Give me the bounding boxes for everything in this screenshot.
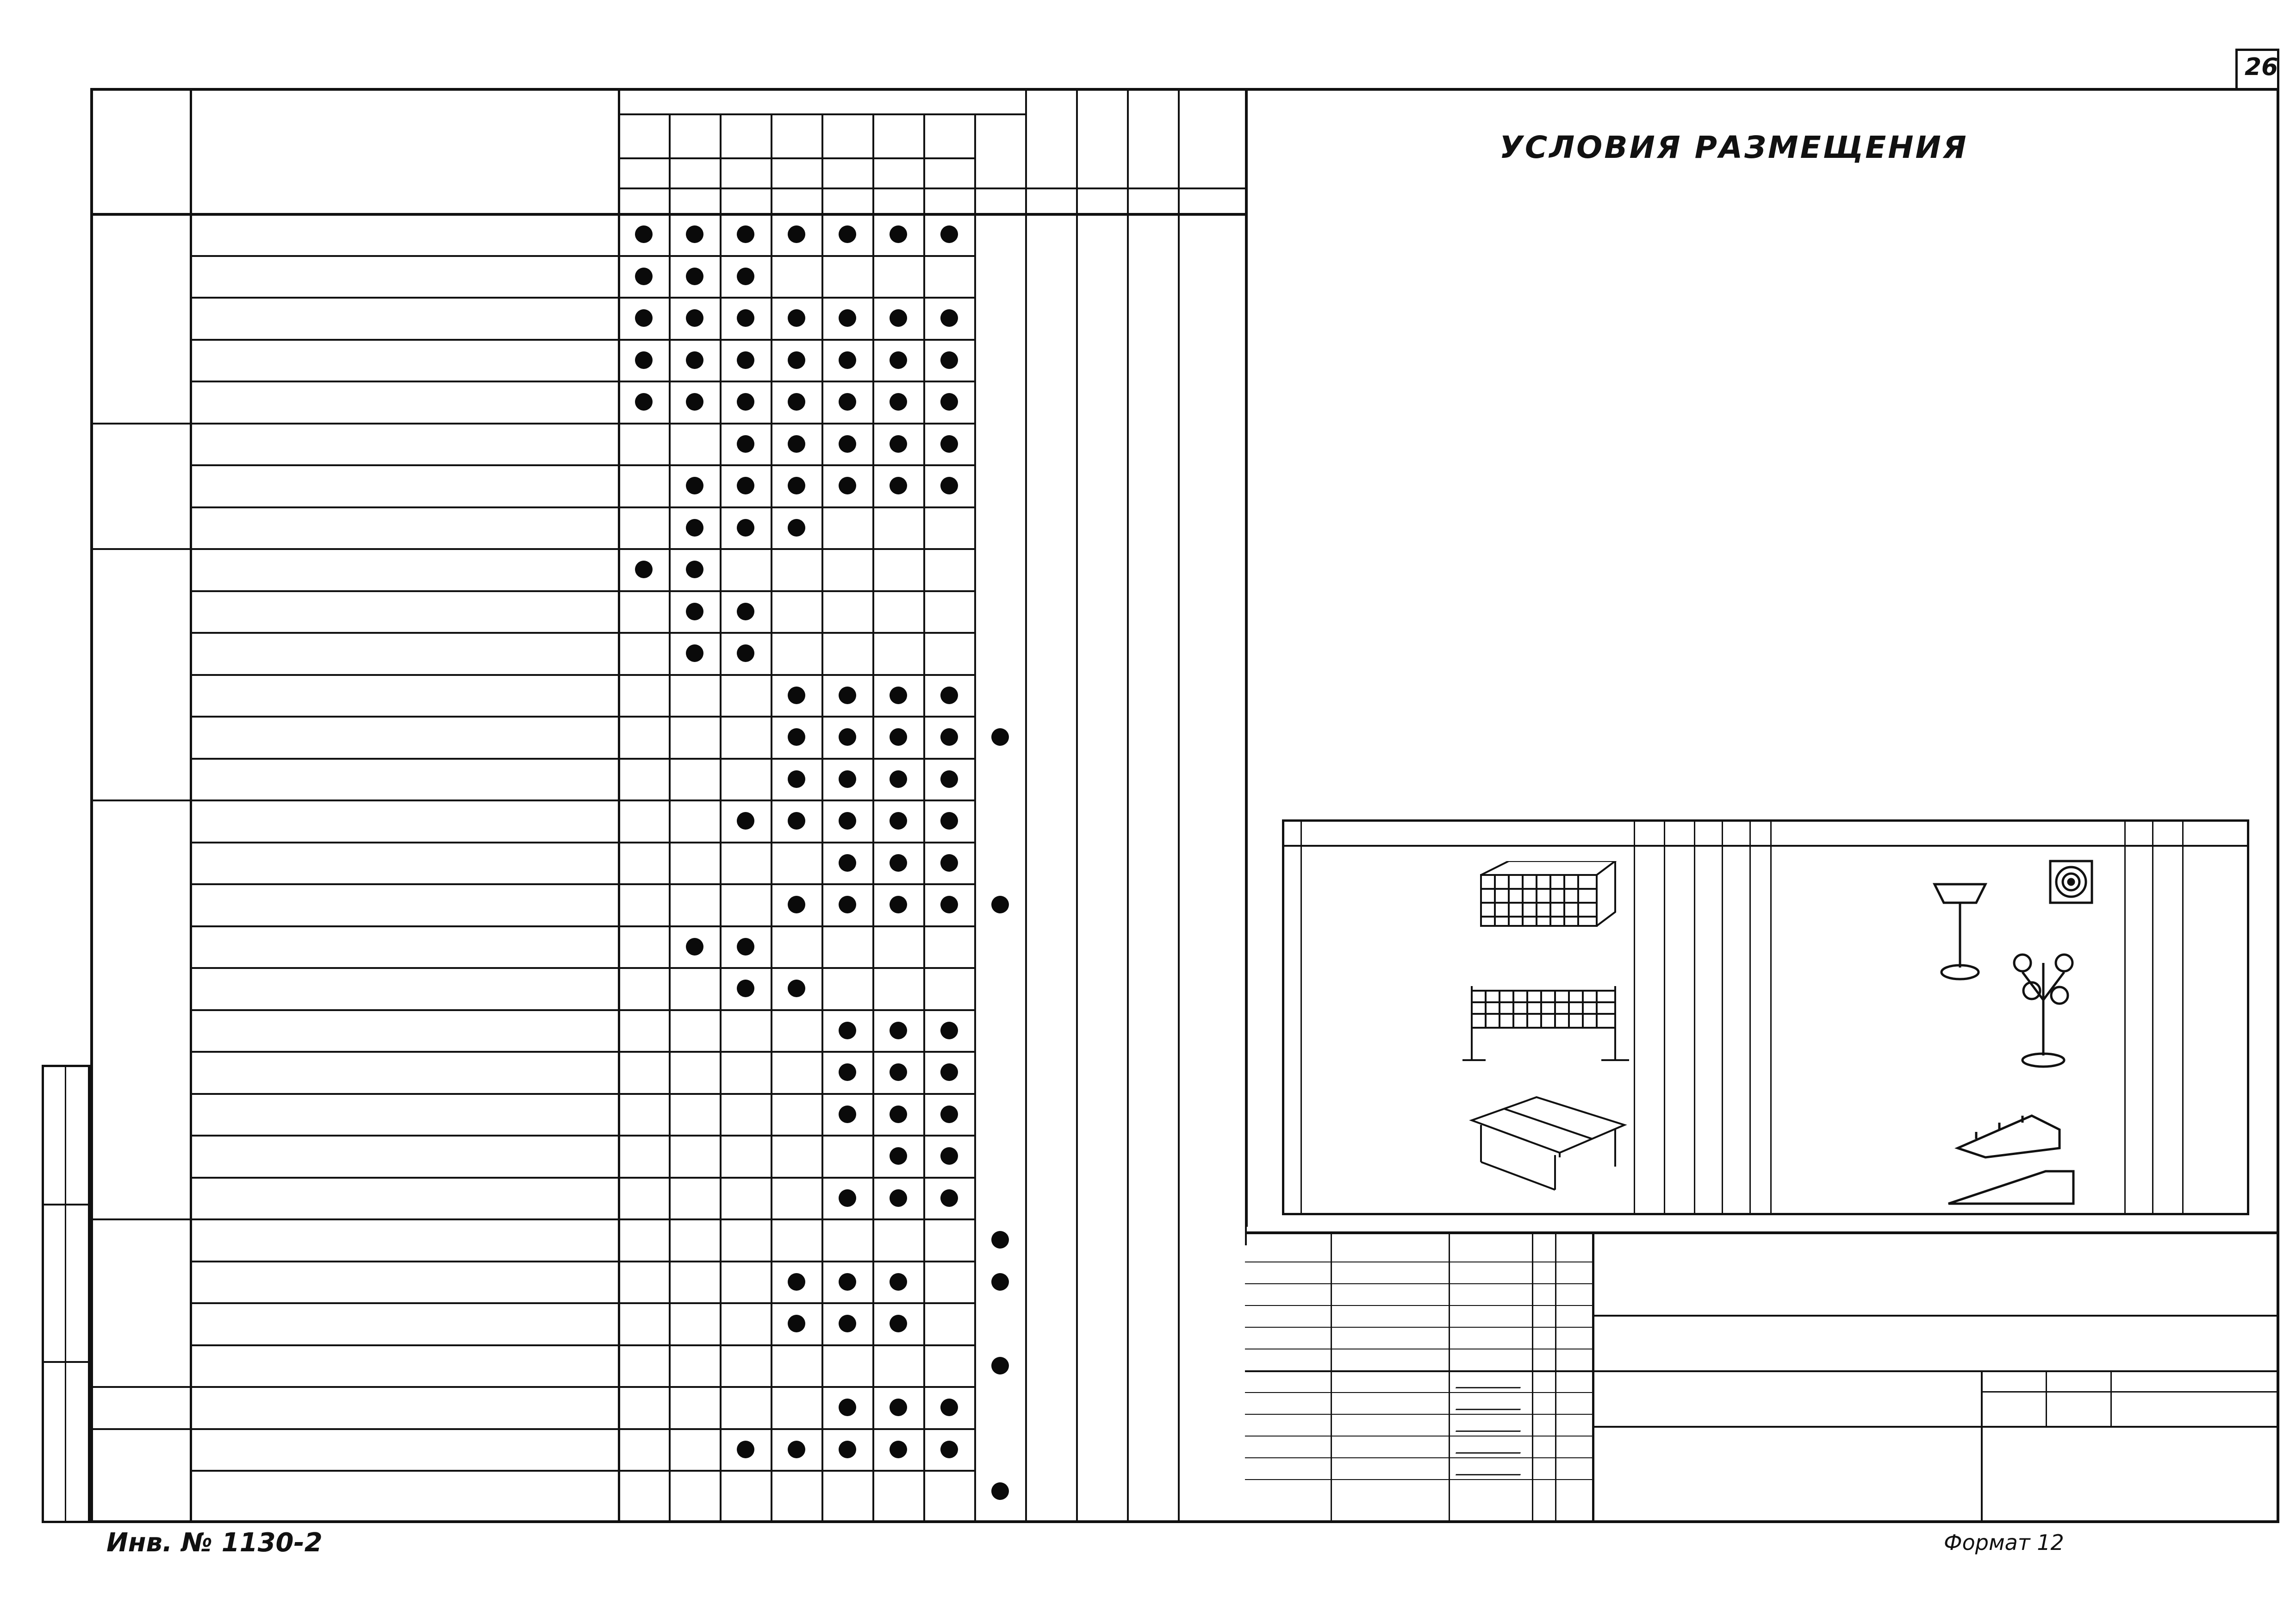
rule-line	[190, 883, 974, 885]
dot-marker	[788, 812, 805, 830]
rule-line	[190, 1177, 974, 1179]
page-number: 26	[2245, 53, 2278, 81]
hockey-goal-drawing	[1472, 861, 1624, 954]
dot-marker	[890, 770, 907, 788]
purpose-label	[100, 804, 183, 1214]
dot-marker	[788, 770, 805, 788]
dot-marker	[737, 351, 754, 369]
drawing-frame	[90, 88, 2279, 1523]
dot-marker	[737, 938, 754, 956]
rule-line	[190, 381, 974, 382]
dot-marker	[686, 644, 703, 662]
dot-marker	[890, 309, 907, 327]
dot-marker	[839, 1022, 856, 1039]
dot-marker	[940, 351, 958, 369]
dot-marker	[890, 1315, 907, 1332]
rule-line	[90, 1218, 974, 1220]
dot-marker	[839, 812, 856, 830]
conditions-title: УСЛОВИЯ РАЗМЕЩЕНИЯ	[1500, 130, 1968, 165]
rule-line	[1245, 1370, 1592, 1371]
rule-line	[1245, 1305, 1592, 1306]
dot-marker	[737, 1441, 754, 1458]
dot-marker	[890, 225, 907, 243]
rule-line	[618, 157, 974, 159]
rule-line	[1981, 1370, 1983, 1523]
format-label: Формат 12	[1944, 1530, 2064, 1555]
rule-line	[1076, 88, 1078, 1523]
dot-marker	[635, 225, 653, 243]
dot-marker	[839, 1399, 856, 1416]
dot-marker	[839, 1189, 856, 1207]
dot-marker	[686, 938, 703, 956]
rule-line	[1664, 819, 1665, 1215]
dot-marker	[890, 854, 907, 872]
dot-marker	[686, 393, 703, 411]
dot-marker	[839, 1063, 856, 1081]
rule-line	[65, 1065, 66, 1523]
dot-marker	[940, 1441, 958, 1458]
dot-marker	[788, 1441, 805, 1458]
dot-marker	[737, 435, 754, 453]
purpose-label	[100, 1391, 183, 1424]
rule-line	[1749, 819, 1751, 1215]
basketball-stand-drawing	[1930, 875, 2004, 986]
dot-marker	[940, 1147, 958, 1165]
inclined-bridge-drawing	[1944, 1167, 2083, 1213]
dot-marker	[788, 519, 805, 537]
rule-line	[771, 113, 772, 1523]
rule-line	[190, 842, 974, 843]
rule-line	[190, 1344, 974, 1346]
purpose-label	[100, 1433, 183, 1507]
dot-marker	[635, 309, 653, 327]
dot-marker	[788, 225, 805, 243]
dot-marker	[890, 1441, 907, 1458]
rule-line	[1770, 819, 1772, 1215]
rule-line	[2124, 819, 2126, 1215]
purpose-label	[100, 427, 183, 544]
dot-marker	[839, 1106, 856, 1123]
dot-marker	[890, 812, 907, 830]
rule-line	[90, 548, 974, 550]
dot-marker	[940, 393, 958, 411]
rule-line	[190, 297, 974, 299]
dot-marker	[940, 1022, 958, 1039]
dot-marker	[890, 393, 907, 411]
dot-marker	[686, 519, 703, 537]
dot-marker	[940, 1399, 958, 1416]
rule-line	[190, 339, 974, 341]
dot-marker	[737, 812, 754, 830]
rule-line	[720, 113, 722, 1523]
rule-line	[90, 423, 974, 425]
dot-marker	[839, 435, 856, 453]
dot-marker	[940, 1063, 958, 1081]
rule-line	[1722, 819, 1723, 1215]
rule-line	[190, 464, 974, 466]
dot-marker	[788, 351, 805, 369]
ring-toss-drawing	[2004, 944, 2083, 1069]
dot-marker	[635, 561, 653, 578]
rule-line	[190, 590, 974, 592]
rule-line	[1592, 1426, 2279, 1428]
rule-line	[190, 1051, 974, 1053]
dot-marker	[890, 1399, 907, 1416]
dot-marker	[890, 1189, 907, 1207]
dot-marker	[839, 309, 856, 327]
purpose-label	[100, 553, 183, 795]
stamp-signature	[1456, 1419, 1525, 1432]
rule-line	[1694, 819, 1695, 1215]
dot-marker	[890, 435, 907, 453]
dot-marker	[890, 477, 907, 494]
dot-marker	[890, 728, 907, 746]
rule-line	[1245, 1436, 1592, 1437]
dot-marker	[890, 1022, 907, 1039]
rule-line	[1245, 1283, 1592, 1284]
dot-marker	[940, 728, 958, 746]
dot-marker	[737, 519, 754, 537]
rule-line	[190, 758, 974, 760]
rule-line	[2152, 819, 2153, 1215]
dot-marker	[737, 980, 754, 997]
dot-marker	[839, 728, 856, 746]
dot-marker	[635, 351, 653, 369]
dot-marker	[940, 854, 958, 872]
rule-line	[1300, 819, 1302, 1215]
dot-marker	[940, 1189, 958, 1207]
dot-marker	[991, 896, 1009, 913]
dot-marker	[839, 393, 856, 411]
rule-line	[190, 506, 974, 508]
rule-line	[1245, 88, 1248, 1227]
rule-line	[1178, 88, 1180, 1523]
dot-marker	[788, 1315, 805, 1332]
dot-marker	[686, 309, 703, 327]
dot-marker	[890, 1147, 907, 1165]
dot-marker	[788, 435, 805, 453]
dot-marker	[737, 644, 754, 662]
dot-marker	[686, 477, 703, 494]
dot-marker	[788, 1273, 805, 1291]
rule-line	[669, 113, 671, 1523]
rule-line	[1245, 1392, 1592, 1393]
dot-marker	[788, 728, 805, 746]
rule-line	[618, 187, 1245, 189]
rule-line	[974, 113, 976, 1523]
rule-line	[190, 1261, 974, 1262]
dot-marker	[940, 896, 958, 913]
dot-marker	[940, 309, 958, 327]
rule-line	[90, 213, 974, 215]
dot-marker	[991, 1357, 1009, 1374]
stamp-signature	[1456, 1441, 1525, 1454]
dot-marker	[890, 896, 907, 913]
rule-line	[821, 113, 823, 1523]
rule-line	[190, 1470, 974, 1472]
dot-marker	[686, 561, 703, 578]
dot-marker	[686, 603, 703, 620]
rule-line	[1981, 1391, 2279, 1393]
rule-line	[90, 800, 974, 801]
dot-marker	[788, 896, 805, 913]
rule-line	[190, 674, 974, 676]
dot-marker	[839, 896, 856, 913]
rule-line	[1592, 1315, 2279, 1317]
dot-marker	[788, 477, 805, 494]
dot-marker	[686, 351, 703, 369]
dot-marker	[890, 351, 907, 369]
rule-line	[190, 88, 192, 1523]
dot-marker	[788, 309, 805, 327]
rule-line	[90, 1386, 974, 1388]
dot-marker	[940, 225, 958, 243]
dot-marker	[686, 268, 703, 285]
dot-marker	[991, 1482, 1009, 1500]
purpose-label	[100, 1223, 183, 1381]
purpose-label	[100, 218, 183, 418]
rule-line	[1592, 1231, 1594, 1523]
dot-marker	[839, 351, 856, 369]
dot-marker	[940, 687, 958, 704]
dot-marker	[991, 1273, 1009, 1291]
dot-marker	[940, 477, 958, 494]
dot-marker	[737, 268, 754, 285]
rule-line	[90, 1428, 974, 1430]
rule-line	[190, 716, 974, 718]
dot-marker	[890, 1106, 907, 1123]
rule-line	[1634, 819, 1635, 1215]
dot-marker	[890, 1063, 907, 1081]
rule-line	[2110, 1370, 2112, 1426]
stamp-signature	[1456, 1397, 1525, 1410]
extra-col-header	[983, 93, 1020, 185]
rule-line	[872, 113, 874, 1523]
inventory-number: Инв. № 1130-2	[106, 1528, 323, 1558]
dot-marker	[839, 854, 856, 872]
extra-col-header	[1085, 93, 1122, 185]
target-drawing	[2046, 856, 2097, 907]
rule-line	[190, 255, 974, 257]
rule-line	[618, 88, 620, 1523]
rule-line	[1245, 1457, 1592, 1458]
rule-line	[2182, 819, 2184, 1215]
rule-line	[42, 1361, 90, 1363]
rule-line	[1282, 845, 2249, 847]
rule-line	[1245, 1479, 1592, 1480]
rule-line	[1245, 1327, 1592, 1328]
dot-marker	[686, 225, 703, 243]
step-block-drawing	[1948, 1097, 2069, 1162]
dot-marker	[940, 1106, 958, 1123]
table-tennis-drawing	[1462, 1088, 1629, 1194]
dot-marker	[839, 225, 856, 243]
dot-marker	[788, 687, 805, 704]
dot-marker	[737, 309, 754, 327]
rule-line	[1245, 1231, 2279, 1234]
dot-marker	[839, 770, 856, 788]
rule-line	[190, 632, 974, 634]
rule-line	[190, 967, 974, 969]
rule-line	[190, 1093, 974, 1095]
dot-marker	[839, 687, 856, 704]
dot-marker	[635, 268, 653, 285]
stamp-signature	[1456, 1462, 1525, 1475]
dot-marker	[940, 770, 958, 788]
dot-marker	[839, 1273, 856, 1291]
eq-table-border	[1282, 819, 2249, 1215]
dot-marker	[788, 393, 805, 411]
rule-line	[1127, 88, 1129, 1523]
rule-line	[923, 113, 925, 1523]
dot-marker	[991, 1231, 1009, 1249]
rule-line	[190, 1009, 974, 1011]
rule-line	[190, 1302, 974, 1304]
rule-line	[1025, 88, 1027, 1523]
dot-marker	[890, 1273, 907, 1291]
stamp-signature	[1456, 1375, 1525, 1388]
dot-marker	[788, 980, 805, 997]
dot-marker	[635, 393, 653, 411]
dot-marker	[839, 1315, 856, 1332]
dot-marker	[890, 687, 907, 704]
dot-marker	[940, 812, 958, 830]
rule-line	[190, 925, 974, 927]
rule-line	[42, 1204, 90, 1206]
rule-line	[2046, 1370, 2047, 1426]
dot-marker	[737, 603, 754, 620]
dot-marker	[839, 1441, 856, 1458]
dot-marker	[737, 393, 754, 411]
volleyball-net-drawing	[1458, 977, 1629, 1065]
dot-marker	[839, 477, 856, 494]
rule-line	[1245, 1414, 1592, 1415]
dot-marker	[940, 435, 958, 453]
dot-marker	[737, 225, 754, 243]
rule-line	[190, 1135, 974, 1137]
dot-marker	[737, 477, 754, 494]
extra-col-header	[1034, 93, 1071, 185]
dot-marker	[991, 728, 1009, 746]
